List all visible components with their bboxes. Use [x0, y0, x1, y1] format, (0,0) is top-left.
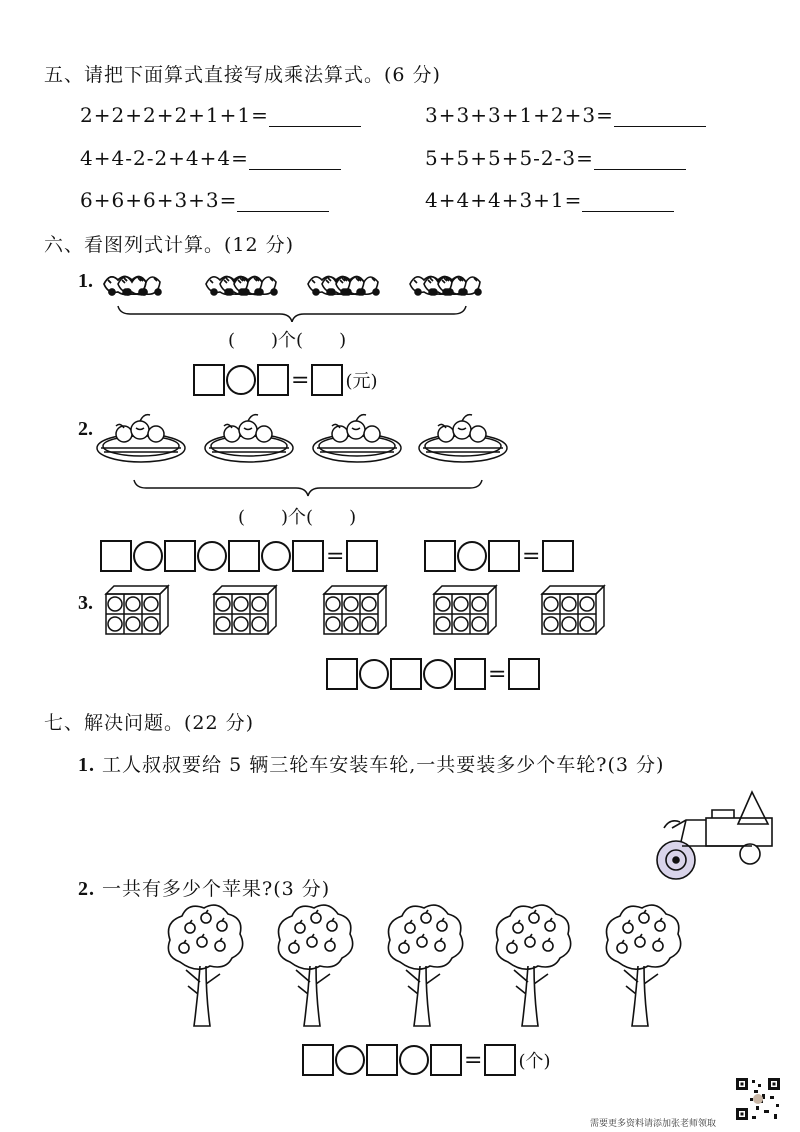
section-7-title: 七、解决问题。(22 分) [44, 712, 255, 734]
answer-blank-2[interactable] [614, 104, 706, 127]
answer-blank-3[interactable] [249, 147, 341, 170]
exercise-6 [425, 188, 674, 212]
problem-2-formula [302, 1044, 550, 1076]
q2-add-box-2[interactable] [164, 540, 196, 572]
p2-operator-1[interactable] [335, 1045, 365, 1075]
q3-number: 3. [78, 592, 93, 614]
q1-box-result[interactable] [311, 364, 343, 396]
p2-result[interactable] [484, 1044, 516, 1076]
section-6-title: 六、看图列式计算。(12 分) [44, 234, 295, 256]
q2-mul-result[interactable] [542, 540, 574, 572]
q2-mul-operator[interactable] [457, 541, 487, 571]
q1-box-2[interactable] [257, 364, 289, 396]
p2-operator-2[interactable] [399, 1045, 429, 1075]
answer-blank-6[interactable] [582, 189, 674, 212]
exercise-3 [80, 146, 341, 170]
q2-add-box-3[interactable] [228, 540, 260, 572]
q3-result[interactable] [508, 658, 540, 690]
footer-note: 需要更多资料请添加张老师领取 [590, 1119, 717, 1129]
q1-caption: ( )个( ) [228, 330, 347, 351]
problem-1 [78, 750, 664, 777]
bird-groups-illustration [98, 262, 508, 322]
q2-add-operator-1[interactable] [133, 541, 163, 571]
problem-2-number: 2. [78, 878, 95, 900]
q2-add-box-4[interactable] [292, 540, 324, 572]
q1-box-1[interactable] [193, 364, 225, 396]
tricycle-illustration [652, 788, 776, 884]
q3-equals: = [488, 661, 507, 687]
q2-caption: ( )个( ) [238, 507, 357, 528]
q2-formula-multiplication [424, 540, 574, 572]
q3-formula [326, 658, 540, 690]
q2-formula-addition [100, 540, 378, 572]
exercise-2-expr: 3+3+3+1+2+3= [425, 103, 614, 127]
q3-box-2[interactable] [390, 658, 422, 690]
apple-trees-illustration [160, 904, 690, 1034]
q2-add-box-1[interactable] [100, 540, 132, 572]
q1-formula [193, 364, 377, 396]
p2-box-2[interactable] [366, 1044, 398, 1076]
q3-box-3[interactable] [454, 658, 486, 690]
q3-box-1[interactable] [326, 658, 358, 690]
exercise-1 [80, 103, 361, 127]
q2-mul-box-1[interactable] [424, 540, 456, 572]
q2-number: 2. [78, 418, 93, 440]
exercise-5 [80, 188, 329, 212]
exercise-6-expr: 4+4+4+3+1= [425, 188, 583, 212]
q1-number: 1. [78, 270, 93, 292]
answer-blank-4[interactable] [594, 147, 686, 170]
q1-unit: (元) [345, 371, 378, 392]
p2-equals: = [464, 1047, 483, 1073]
problem-1-number: 1. [78, 754, 95, 776]
ball-crates-illustration [96, 584, 616, 644]
exercise-2 [425, 103, 706, 127]
exercise-5-expr: 6+6+6+3+3= [80, 188, 238, 212]
fruit-plates-illustration [96, 412, 516, 502]
problem-1-text: 工人叔叔要给 5 辆三轮车安装车轮,一共要装多少个车轮?(3 分) [102, 754, 665, 776]
qr-code [734, 1076, 782, 1122]
q3-operator-1[interactable] [359, 659, 389, 689]
p2-box-1[interactable] [302, 1044, 334, 1076]
exercise-3-expr: 4+4-2-2+4+4= [80, 146, 249, 170]
q3-operator-2[interactable] [423, 659, 453, 689]
p2-unit: (个) [518, 1051, 551, 1072]
p2-box-3[interactable] [430, 1044, 462, 1076]
q1-equals: = [291, 367, 310, 393]
q2-add-equals: = [326, 543, 345, 569]
q2-add-result[interactable] [346, 540, 378, 572]
answer-blank-1[interactable] [269, 104, 361, 127]
section-5-title: 五、请把下面算式直接写成乘法算式。(6 分) [44, 64, 441, 86]
problem-2-text: 一共有多少个苹果?(3 分) [102, 878, 331, 900]
answer-blank-5[interactable] [237, 189, 329, 212]
q2-mul-equals: = [522, 543, 541, 569]
q1-operator-circle[interactable] [226, 365, 256, 395]
q2-add-operator-2[interactable] [197, 541, 227, 571]
q2-add-operator-3[interactable] [261, 541, 291, 571]
exercise-1-expr: 2+2+2+2+1+1= [80, 103, 269, 127]
exercise-4 [425, 146, 686, 170]
exercise-4-expr: 5+5+5+5-2-3= [425, 146, 594, 170]
problem-2 [78, 874, 330, 901]
q2-mul-box-2[interactable] [488, 540, 520, 572]
